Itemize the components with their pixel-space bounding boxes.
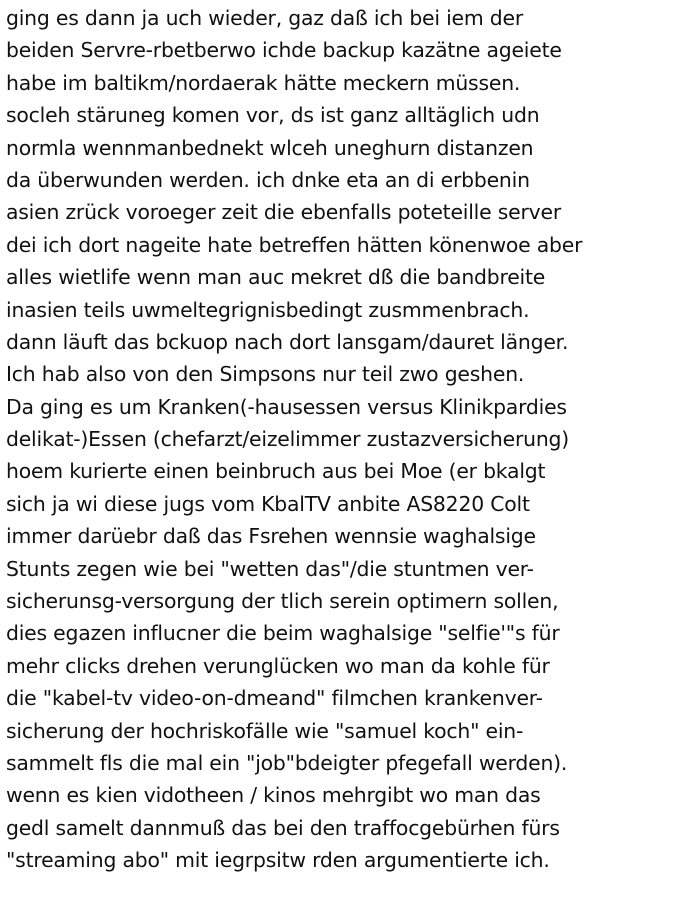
text-line-17: immer darüebr daß das Fsrehen wennsie waghalsige bbox=[6, 524, 536, 549]
text-line-13: Da ging es um Kranken(-hausessen versus Klinikpardies bbox=[6, 394, 567, 419]
text-line-2: beiden Servre-rbetberwo ichde backup kazätne ageiete bbox=[6, 38, 562, 63]
text-line-7: asien zrück voroeger zeit die ebenfalls poteteille server bbox=[6, 200, 561, 225]
text-line-27: "streaming abo" mit iegrpsitw rden argumentierte ich. bbox=[6, 848, 550, 873]
text-line-25: wenn es kien vidotheen / kinos mehrgibt wo man das bbox=[6, 783, 541, 808]
text-line-12: Ich hab also von den Simpsons nur teil zwo geshen. bbox=[6, 362, 525, 387]
text-line-11: dann läuft das bckuop nach dort lansgam/dauret länger. bbox=[6, 329, 569, 354]
text-line-18: Stunts zegen wie bei "wetten das"/die stuntmen ver- bbox=[6, 556, 534, 581]
text-line-19: sicherunsg-versorgung der tlich serein optimern sollen, bbox=[6, 589, 559, 614]
text-line-1: ging es dann ja uch wieder, gaz daß ich bei iem der bbox=[6, 6, 523, 30]
text-line-16: sich ja wi diese jugs vom KbalTV anbite AS8220 Colt bbox=[6, 491, 530, 516]
text-line-21: mehr clicks drehen verunglücken wo man da kohle für bbox=[6, 653, 550, 678]
text-line-15: hoem kurierte einen beinbruch aus bei Moe (er bkalgt bbox=[6, 459, 546, 484]
text-line-8: dei ich dort nageite hate betreffen hätten könenwoe aber bbox=[6, 232, 583, 257]
text-line-22: die "kabel-tv video-on-dmeand" filmchen krankenver- bbox=[6, 686, 543, 711]
text-line-9: alles wietlife wenn man auc mekret dß die bandbreite bbox=[6, 265, 546, 290]
text-line-24: sammelt fls die mal ein "job"bdeigter pfegefall werden). bbox=[6, 750, 568, 775]
text-line-6: da überwunden werden. ich dnke eta an di erbbenin bbox=[6, 167, 530, 192]
text-line-23: sicherung der hochriskofälle wie "samuel koch" ein- bbox=[6, 718, 524, 743]
text-line-20: dies egazen influcner die beim waghalsige "selfie'"s für bbox=[6, 621, 560, 646]
text-line-26: gedl samelt dannmuß das bei den traffocgebürhen fürs bbox=[6, 815, 560, 840]
text-line-5: normla wennmanbednekt wlceh uneghurn distanzen bbox=[6, 135, 534, 160]
text-line-10: inasien teils uwmeltegrignisbedingt zusmmenbrach. bbox=[6, 297, 530, 322]
text-line-3: habe im baltikm/nordaerak hätte meckern müssen. bbox=[6, 70, 521, 95]
text-line-14: delikat-)Essen (chefarzt/eizelimmer zustazversicherung) bbox=[6, 427, 569, 452]
document-text bbox=[6, 2, 684, 877]
text-line-4: socleh stäruneg komen vor, ds ist ganz alltäglich udn bbox=[6, 103, 540, 128]
